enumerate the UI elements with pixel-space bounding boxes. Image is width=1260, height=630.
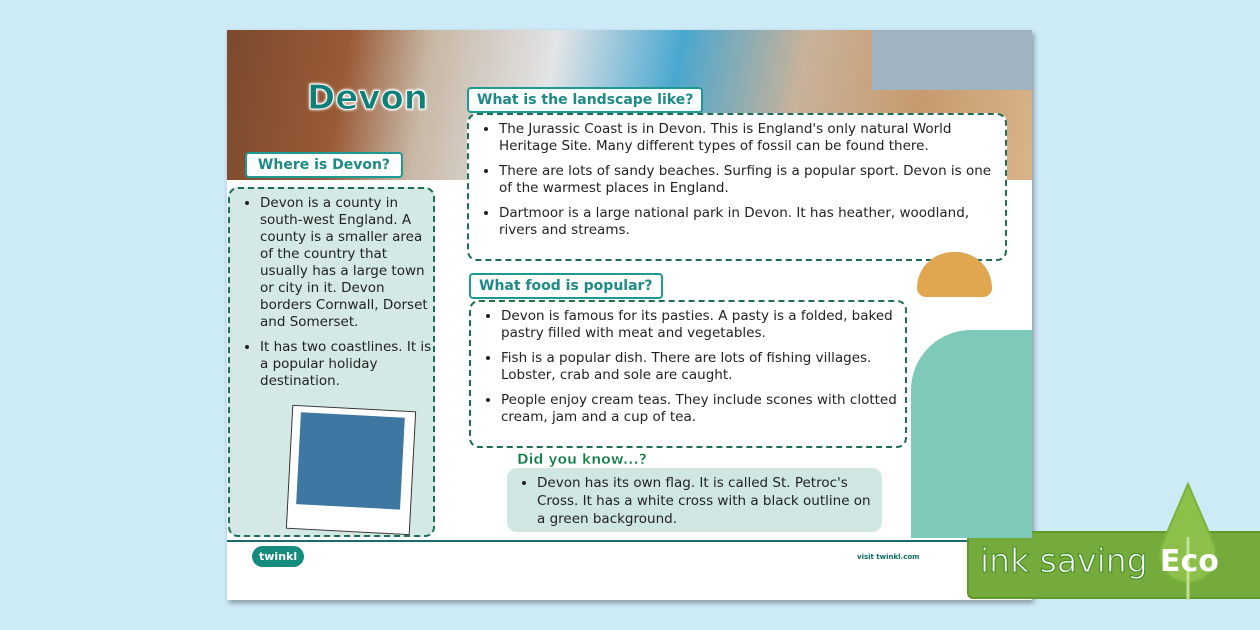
did-you-know-heading: Did you know...? (517, 452, 647, 468)
eco-label: Eco (1160, 544, 1219, 579)
landscape-heading: What is the landscape like? (467, 87, 703, 113)
list-item: • Fish is a popular dish. There are lots of fishing villages. Lobster, crab and sole are caught. (501, 350, 905, 384)
list-item: • There are lots of sandy beaches. Surfing is a popular sport. Devon is one of the warmest places in England. (499, 163, 1005, 197)
list-item: • Devon is a county in south-west England. A county is a smaller area of the country that usually has a large town or city in it. Devon borders Cornwall, Dorset and Somerset. (260, 195, 433, 331)
list-item: • Devon has its own flag. It is called St. Petroc's Cross. It has a white cross with a black outline on a green background. (537, 474, 882, 528)
visit-link[interactable]: visit twinkl.com (857, 553, 920, 561)
did-you-know-box (507, 468, 882, 532)
food-box (469, 300, 907, 448)
fact-sheet-page (227, 30, 1032, 600)
food-heading: What food is popular? (469, 273, 663, 299)
surfer-illustration (911, 330, 1032, 538)
list-item: • Devon is famous for its pasties. A pasty is a folded, baked pastry filled with meat and vegetables. (501, 308, 905, 342)
landscape-box (467, 113, 1007, 261)
where-heading: Where is Devon? (245, 152, 403, 178)
page-title: Devon (307, 78, 429, 118)
list-item: • Dartmoor is a large national park in Devon. It has heather, woodland, rivers and streams. (499, 205, 1005, 239)
list-item: • The Jurassic Coast is in Devon. This is England's only natural World Heritage Site. Many different types of fossil can be found there. (499, 121, 1005, 155)
devon-map-image (286, 405, 416, 535)
ink-saving-label: ink saving (980, 541, 1148, 580)
twinkl-logo: twinkl (252, 546, 304, 567)
footer-divider (227, 540, 1032, 542)
list-item: • People enjoy cream teas. They include scones with clotted cream, jam and a cup of tea. (501, 392, 905, 426)
leaf-icon (1155, 482, 1221, 602)
list-item: • It has two coastlines. It is a popular holiday destination. (260, 339, 433, 390)
